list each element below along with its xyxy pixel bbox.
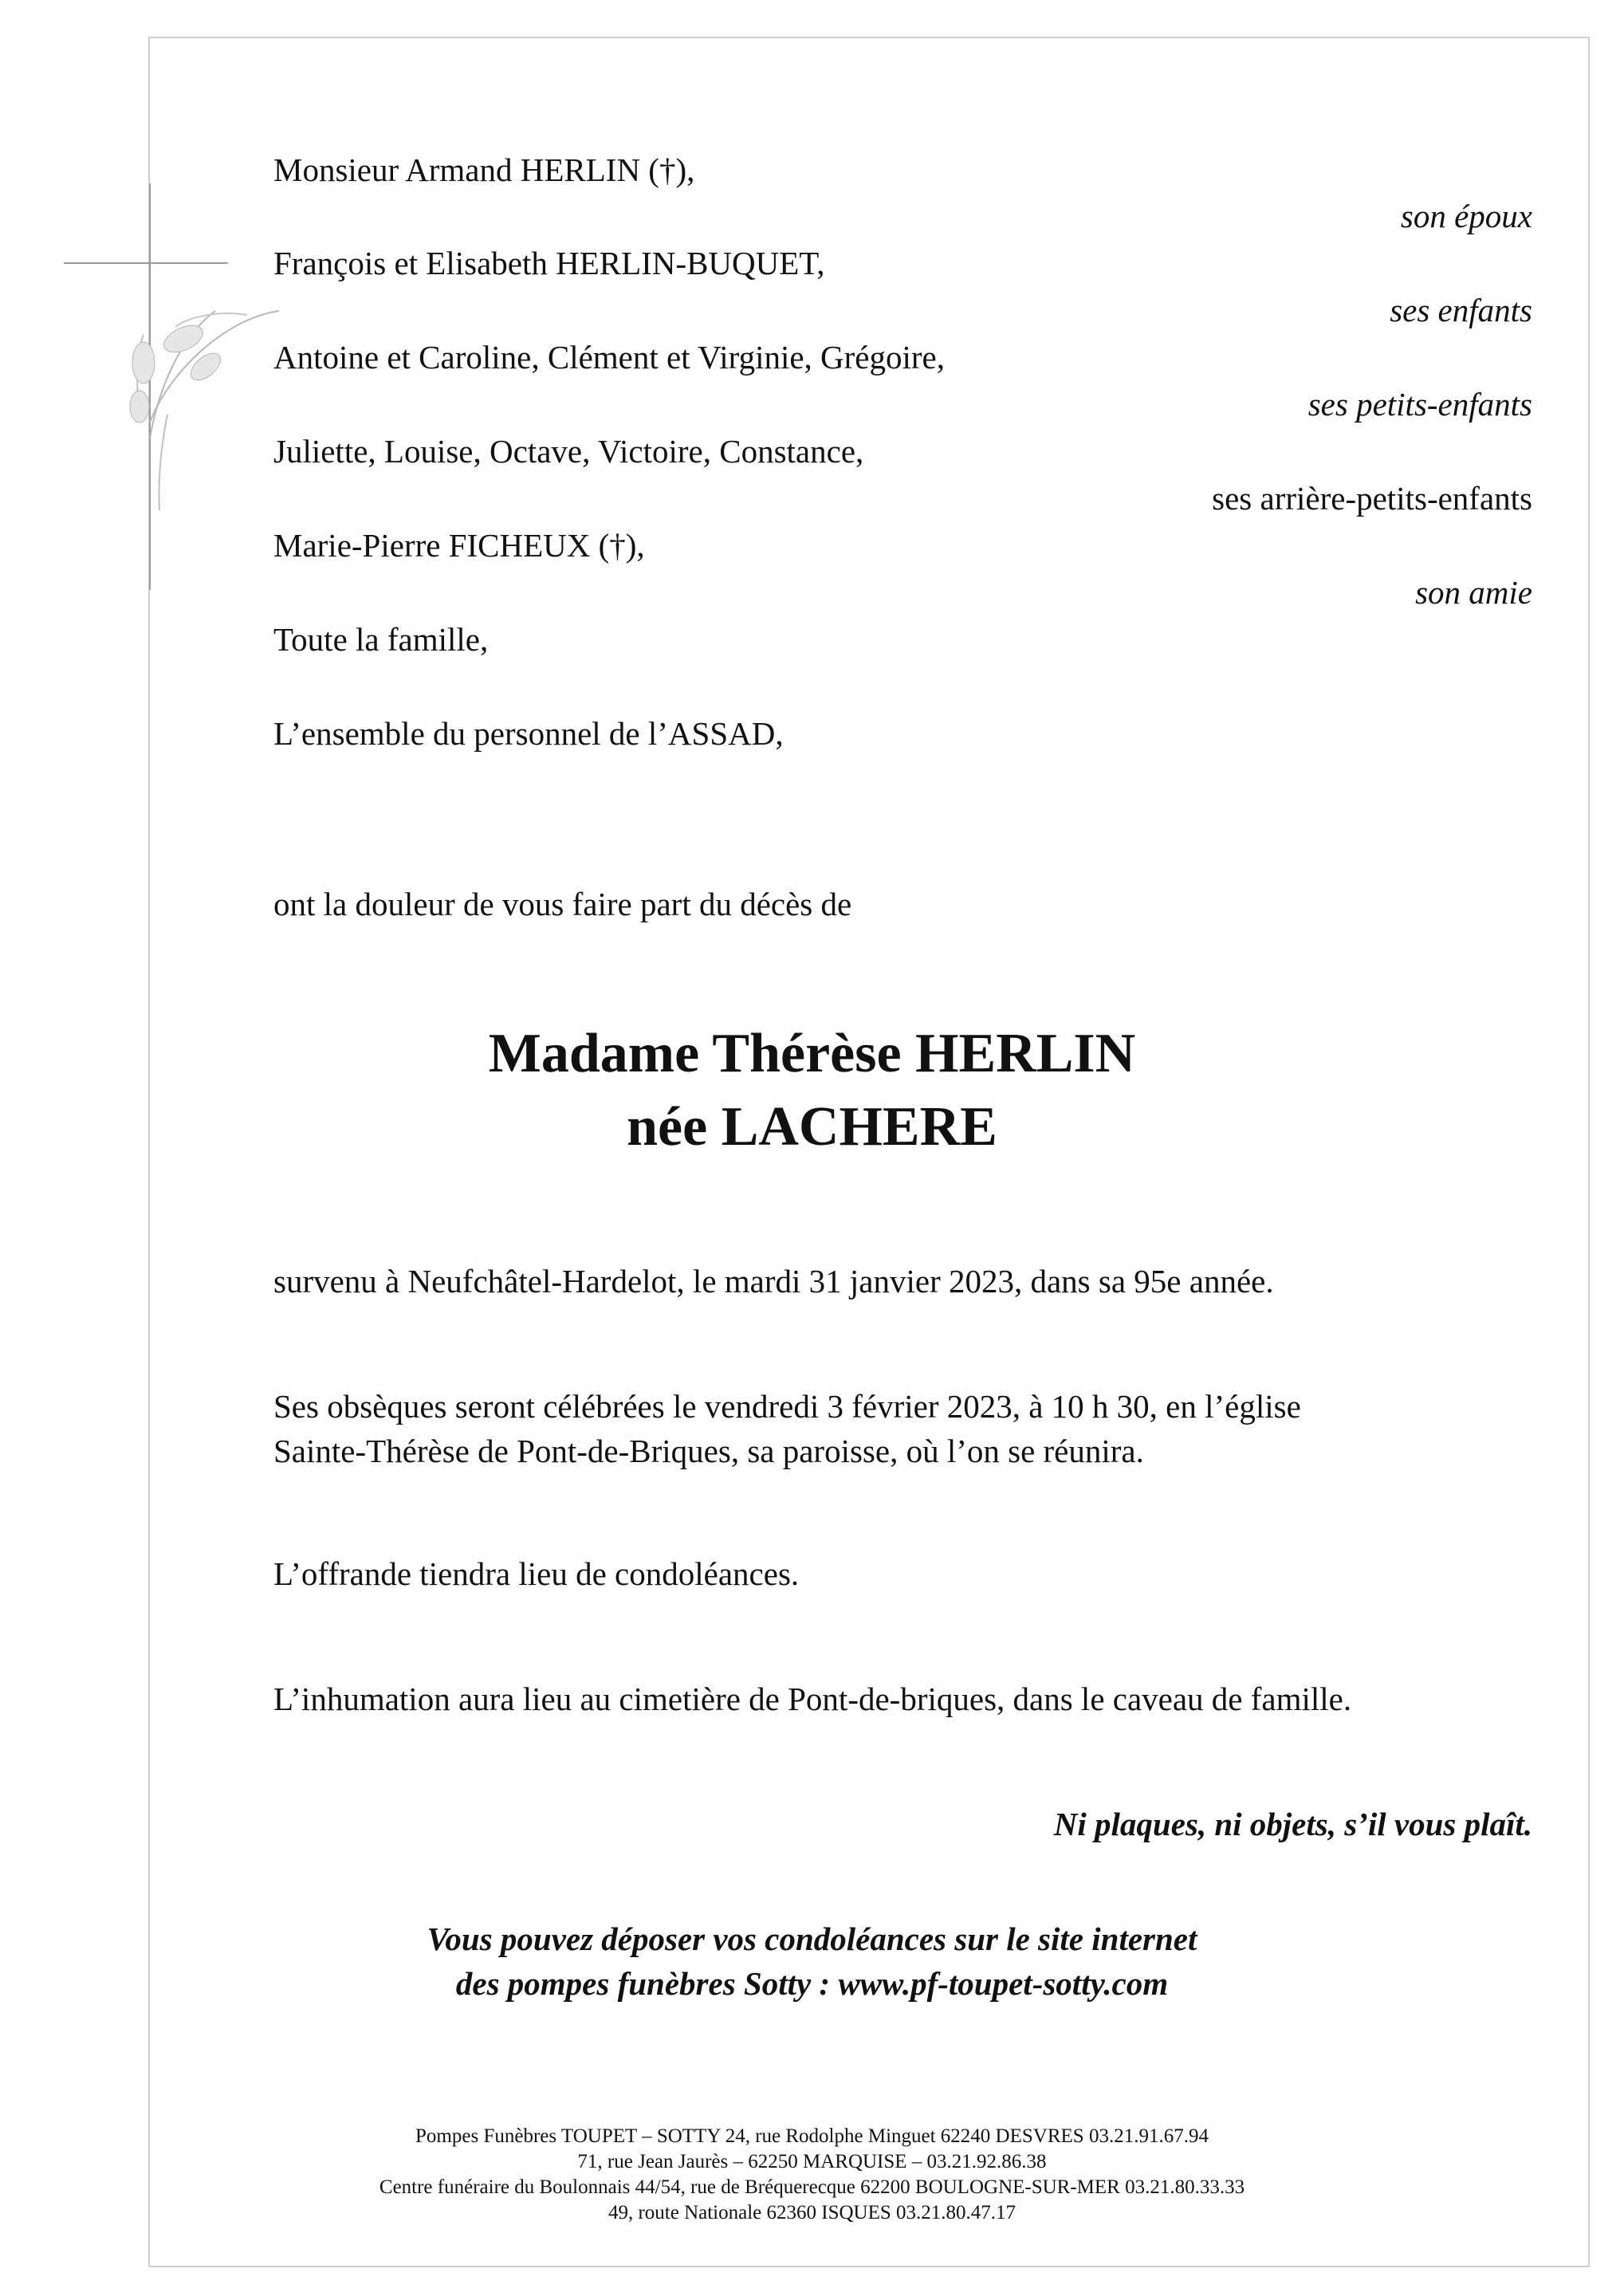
relation-2: ses petits-enfants xyxy=(1307,386,1532,423)
footer-line-1: Pompes Funèbres TOUPET – SOTTY 24, rue Rodolphe Minguet 62240 DESVRES 03.21.91.67.94 xyxy=(415,2125,1209,2147)
announcement: ont la douleur de vous faire part du décès de xyxy=(273,886,852,922)
condolences-line-1: Vous pouvez déposer vos condoléances sur le site internet xyxy=(427,1921,1197,1957)
condolences-line-2: des pompes funèbres Sotty : www.pf-toupet-sotty.com xyxy=(455,1965,1169,2002)
family-name-4: Marie-Pierre FICHEUX (†), xyxy=(273,527,645,564)
cross-lily-icon xyxy=(64,175,303,590)
family-name-0: Monsieur Armand HERLIN (†), xyxy=(273,151,695,188)
family-name-5: Toute la famille, xyxy=(273,621,489,658)
relation-3: ses arrière-petits-enfants xyxy=(1212,480,1532,517)
family-name-3: Juliette, Louise, Octave, Victoire, Constance, xyxy=(273,433,864,470)
footer-line-2: 71, rue Jean Jaurès – 62250 MARQUISE – 03.21.92.86.38 xyxy=(577,2151,1047,2172)
relation-0: son époux xyxy=(1400,198,1532,234)
relation-4: son amie xyxy=(1415,574,1532,611)
funeral-line-2: Sainte-Thérèse de Pont-de-Briques, sa paroisse, où l’on se réunira. xyxy=(273,1433,1144,1469)
burial: L’inhumation aura lieu au cimetière de Pont-de-briques, dans le caveau de famille. xyxy=(273,1681,1352,1717)
deceased-name: Madame Thérèse HERLIN xyxy=(488,1023,1136,1084)
no-plaques-notice: Ni plaques, ni objets, s’il vous plaît. xyxy=(1053,1806,1532,1842)
footer-line-4: 49, route Nationale 62360 ISQUES 03.21.80.47.17 xyxy=(608,2202,1016,2223)
footer-line-3: Centre funéraire du Boulonnais 44/54, rue de Bréquerecque 62200 BOULOGNE-SUR-MER 03.21.80.33.33 xyxy=(379,2176,1245,2198)
offering: L’offrande tiendra lieu de condoléances. xyxy=(273,1555,800,1592)
family-name-6: L’ensemble du personnel de l’ASSAD, xyxy=(273,715,784,752)
deceased-maiden-name: née LACHERE xyxy=(627,1096,997,1158)
relation-1: ses enfants xyxy=(1390,292,1532,328)
family-name-1: François et Elisabeth HERLIN-BUQUET, xyxy=(273,245,825,281)
funeral-line-1: Ses obsèques seront célébrées le vendredi 3 février 2023, à 10 h 30, en l’église xyxy=(273,1388,1301,1425)
death-info: survenu à Neufchâtel-Hardelot, le mardi 31 janvier 2023, dans sa 95e année. xyxy=(273,1263,1274,1299)
family-name-2: Antoine et Caroline, Clément et Virginie, Grégoire, xyxy=(273,339,946,375)
